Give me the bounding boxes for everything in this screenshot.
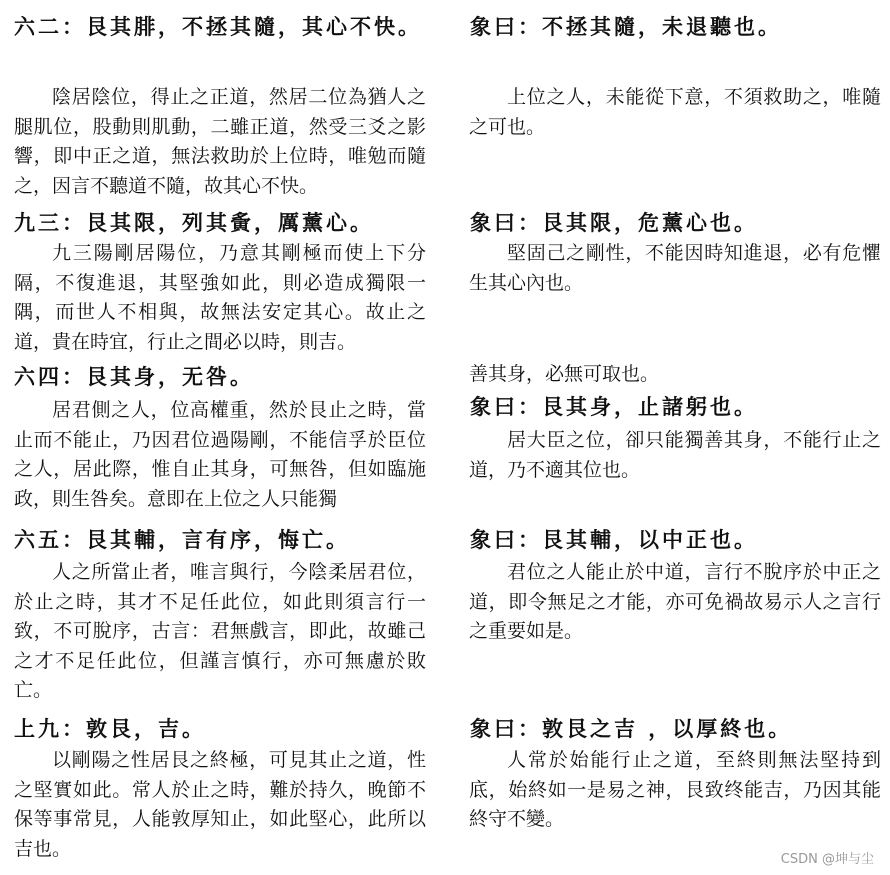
section-1-xiang-heading: 象曰：不拯其隨，未退聽也。 [470,14,782,39]
section-4-heading: 六五：艮其輔，言有序，悔亡。 [14,527,350,552]
section-5-xiang-body: 人常於始能行止之道，至終則無法堅持到底，始終如一是易之神，艮致终能吉，乃因其能終守不變。 [469,749,881,830]
section-2-body: 九三陽剛居陽位，乃意其剛極而使上下分隔，不復進退，其堅強如此，則必造成獨限一隅，而世人不相與，故無法安定其心。故止之道，貴在時宜，行止之間必以時，則吉。 [14,242,426,353]
section-1-xiang-body: 上位之人，未能從下意，不須救助之，唯隨之可也。 [469,86,881,138]
section-4-xiang-heading: 象曰：艮其輔，以中正也。 [470,527,758,552]
section-2-xiang-body: 堅固己之剛性，不能因時知進退，必有危懼生其心內也。 [469,242,881,294]
section-5-heading: 上九：敦艮，吉。 [14,716,206,741]
section-3-body: 居君側之人，位高權重，然於艮止之時，當止而不能止，乃因君位過陽剛，不能信孚於臣位之人，居此際，惟自止其身，可無咎，但如臨施政，則生咎矣。意即在上位之人只能獨 [14,399,426,510]
section-5-xiang-heading: 象曰：敦艮之吉 ，以厚終也。 [470,716,793,741]
section-3-xiang-body: 居大臣之位，卻只能獨善其身，不能行止之道，乃不適其位也。 [469,429,881,481]
section-1-heading: 六二：艮其腓，不拯其隨，其心不快。 [14,14,422,39]
section-3-xiang-continued: 善其身，必無可取也。 [469,363,660,385]
section-1-body: 陰居陰位，得止之正道，然居二位為猶人之腿肌位，股動則肌動，二雖正道，然受三爻之影響，即中正之道，無法救助於上位時，唯勉而隨之，因言不聽道不隨，故其心不快。 [14,86,426,197]
section-3-heading: 六四：艮其身，无咎。 [14,364,254,389]
section-2-heading: 九三：艮其限，列其夤，厲薰心。 [14,210,374,235]
section-4-body: 人之所當止者，唯言與行，今陰柔居君位，於止之時，其才不足任此位，如此則須言行一致，不可脫序，古言：君無戲言，即此，故雖己之才不足任此位，但謹言慎行，亦可無慮於敗亡。 [14,561,426,701]
section-2-xiang-heading: 象曰：艮其限，危薰心也。 [470,210,758,235]
section-3-xiang-heading: 象曰：艮其身，止諸躬也。 [470,394,758,419]
section-4-xiang-body: 君位之人能止於中道，言行不脫序於中正之道，即令無足之才能，亦可免禍故易示人之言行之重要如是。 [469,561,881,642]
section-5-body: 以剛陽之性居艮之終極，可見其止之道，性之堅實如此。常人於止之時，難於持久，晚節不保等事常見，人能敦厚知止，如此堅心，此所以吉也。 [14,749,426,860]
watermark: CSDN @坤与尘 [780,852,874,867]
